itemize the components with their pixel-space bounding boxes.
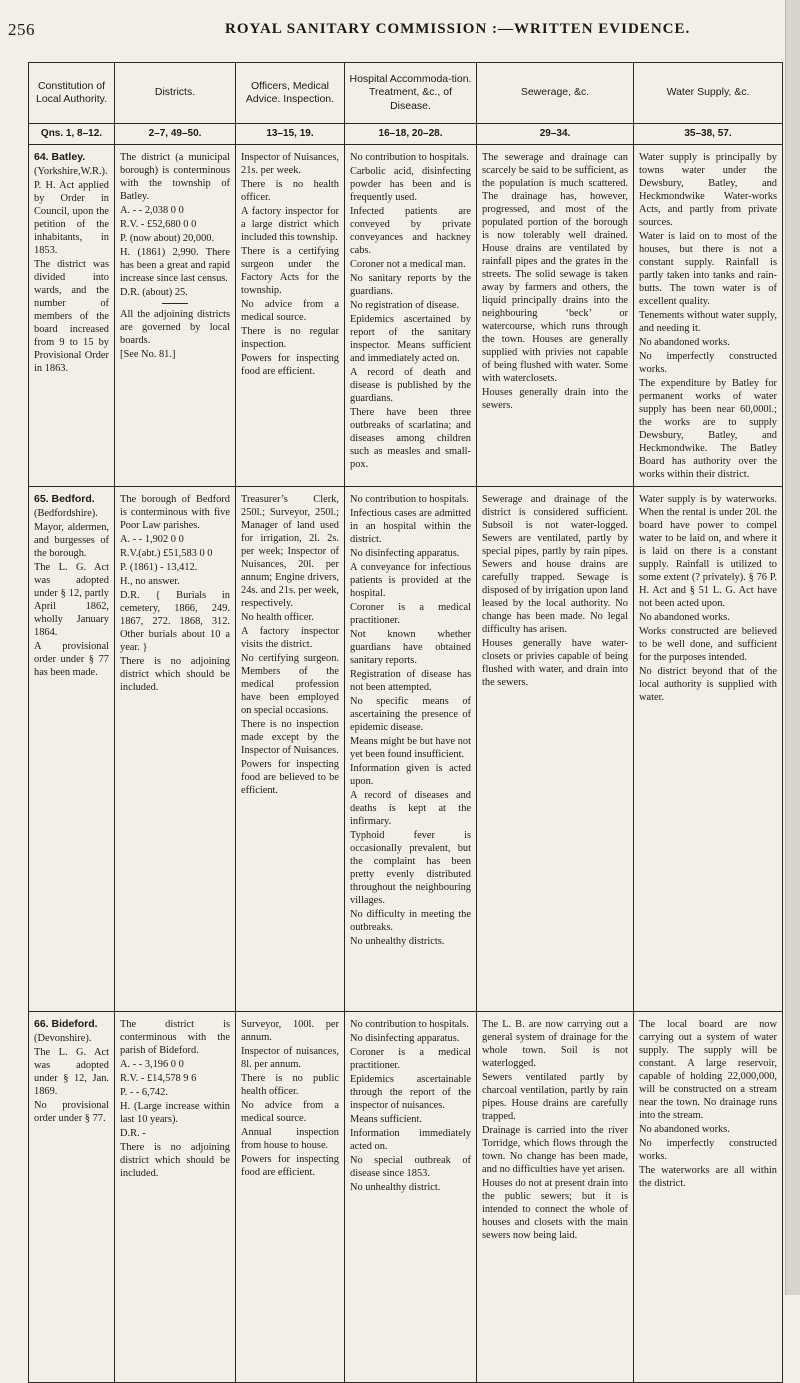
cell-paragraph: Means might be but have not yet been found insufficient. (350, 736, 471, 760)
cell-paragraph: Infected patients are conveyed by private conveyances and hackney cabs. (350, 206, 471, 256)
cell-paragraph: No provisional order under § 77. (34, 1100, 109, 1125)
cell-paragraph: Houses generally have water-closets or privies capable of being flushed with water, and drain into the sewers. (482, 638, 628, 688)
cell-paragraph: Coroner is a medical practitioner. (350, 1047, 471, 1071)
cell-paragraph: No advice from a medical source. (241, 1100, 339, 1124)
cell-paragraph: A factory inspector for a large district which included this township. (241, 206, 339, 243)
cell-paragraph: A. - - 2,038 0 0 (120, 205, 184, 216)
cell-paragraph: The sewerage and drainage can scarcely be said to be sufficient, as the population is much scattered. The drainage has, however, progressed, and most of the populated portion of the borough is now tolerably well drained. House drains are ventilated by rainfall pipes and the grates in the streets. The solid sewage is taken away by farmers and others, the liquid principally drains into the neighbouring ‘beck’ or watercourse, which runs through the town. Houses are generally supplied with privies not capable of being flushed with water. Some with waterclosets. (482, 152, 628, 384)
cell-paragraph: No abandoned works. (639, 612, 730, 623)
cell-paragraph: There is no regular inspection. (241, 326, 339, 350)
cell-paragraph: Water supply is principally by towns water under the Dewsbury, Batley, and Heckmondwike Water-works Acts, and partly from private sources. (639, 152, 777, 228)
separator-rule (162, 303, 188, 304)
table-row (29, 145, 783, 487)
cell-paragraph: H., no answer. (120, 576, 180, 587)
cell-paragraph: (Bedfordshire). (34, 508, 98, 520)
cell-paragraph: Inspector of nuisances, 8l. per annum. (241, 1046, 339, 1070)
authority-name: 65. Bedford. (34, 493, 95, 505)
cell-paragraph: D.R. { Burials in cemetery, 1866, 249. 1867, 272. 1868, 312. Other burials about 10 a year. } (120, 590, 230, 653)
cell-paragraph: No unhealthy district. (350, 1182, 441, 1193)
cell-paragraph: The district was divided into wards, and the number of members of the board increased from 9 to 15 by Provisional Order in 1863. (34, 259, 109, 375)
cell-paragraph: Works constructed are believed to be well done, and sufficient for the purposes intended. (639, 626, 777, 663)
cell-paragraph: P. H. Act applied by Order in Council, upon the petition of the inhabitants, in 1853. (34, 180, 109, 257)
cell-paragraph: Coroner not a medical man. (350, 259, 466, 270)
cell-paragraph: (Yorkshire,W.R.). (34, 166, 108, 178)
authority-name: 64. Batley. (34, 151, 86, 163)
cell-paragraph: Inspector of Nuisances, 21s. per week. (241, 152, 339, 176)
question-ref: 13–15, 19. (236, 124, 345, 145)
cell-paragraph: Registration of disease has not been attempted. (350, 669, 471, 693)
cell-paragraph: A record of diseases and deaths is kept at the infirmary. (350, 790, 471, 827)
cell-paragraph: No difficulty in meeting the outbreaks. (350, 909, 471, 933)
table-cell (477, 1012, 634, 1383)
column-header: Hospital Accommoda-tion. Treatment, &c., of Disease. (345, 63, 477, 124)
cell-paragraph: No sanitary reports by the guardians. (350, 273, 471, 297)
table-cell (345, 1012, 477, 1383)
column-header: Sewerage, &c. (477, 63, 634, 124)
cell-paragraph: Sewers ventilated partly by charcoal ventilation, partly by rain pipes. House drains are carefully trapped. (482, 1072, 628, 1122)
cell-paragraph: Carbolic acid, disinfecting powder has been and is frequently used. (350, 166, 471, 203)
cell-paragraph: All the adjoining districts are governed by local boards. (120, 309, 230, 346)
cell-paragraph: Not known whether guardians have obtained sanitary reports. (350, 629, 471, 666)
cell-paragraph: Typhoid fever is occasionally prevalent, but the complaint has been pretty evenly distributed throughout the neighbouring villages. (350, 830, 471, 906)
cell-paragraph: Information immediately acted on. (350, 1128, 471, 1152)
cell-paragraph: Surveyor, 100l. per annum. (241, 1019, 339, 1043)
column-header: Constitution of Local Authority. (29, 63, 115, 124)
cell-paragraph: Powers for inspecting food are efficient. (241, 1154, 339, 1178)
cell-paragraph: H. (Large increase within last 10 years). (120, 1101, 230, 1125)
cell-paragraph: (Devonshire). (34, 1033, 92, 1045)
page-header (0, 0, 800, 48)
cell-paragraph: No contribution to hospitals. (350, 152, 469, 163)
cell-paragraph: There have been three outbreaks of scarlatina; and diseases among children such as measles and small-pox. (350, 407, 471, 470)
cell-paragraph: Water supply is by waterworks. When the rental is under 20l. the board have power to compel water to be laid on, and where it is laid on there is a constant supply. Rainfall is utilized to some extent (? privately). § 76 P. H. Act and § 51 L. G. Act have not been acted upon. (639, 494, 777, 609)
cell-paragraph: The L. B. are now carrying out a general system of drainage for the whole town. Soil is not waterlogged. (482, 1019, 628, 1069)
cell-paragraph: Tenements without water supply, and needing it. (639, 310, 777, 334)
cell-paragraph: A. - - 1,902 0 0 (120, 534, 184, 545)
cell-paragraph: A record of death and disease is published by the guardians. (350, 367, 471, 404)
cell-paragraph: R.V. - £52,680 0 0 (120, 219, 197, 230)
column-header-row (29, 63, 783, 124)
cell-paragraph: No contribution to hospitals. (350, 494, 469, 505)
cell-paragraph: There is a certifying surgeon under the Factory Acts for the township. (241, 246, 339, 296)
table-cell (236, 1012, 345, 1383)
question-ref: 16–18, 20–28. (345, 124, 477, 145)
cell-paragraph: No registration of disease. (350, 300, 460, 311)
cell-paragraph: A factory inspector visits the district. (241, 626, 339, 650)
cell-paragraph: No abandoned works. (639, 337, 730, 348)
scan-edge (785, 0, 800, 1295)
cell-paragraph: No district beyond that of the local authority is supplied with water. (639, 666, 777, 703)
cell-paragraph: The L. G. Act was adopted under § 12, partly April 1862, wholly January 1864. (34, 562, 109, 639)
cell-paragraph: Houses do not at present drain into the public sewers; but it is intended to connect the whole of houses and closets with the main sewers now being laid. (482, 1178, 628, 1241)
table-cell (29, 1012, 115, 1383)
cell-paragraph: The district is conterminous with the parish of Bideford. (120, 1019, 230, 1056)
running-title: ROYAL SANITARY COMMISSION :—WRITTEN EVIDENCE. (225, 21, 691, 37)
cell-paragraph: No advice from a medical source. (241, 299, 339, 323)
cell-paragraph: Information given is acted upon. (350, 763, 471, 787)
cell-paragraph: There is no adjoining district which should be included. (120, 1142, 230, 1179)
cell-paragraph: Water is laid on to most of the houses, but there is not a constant supply. Rainfall is partly taken into tanks and rain-butts. The town water is of excellent quality. (639, 231, 777, 307)
table-cell (634, 487, 783, 1012)
cell-paragraph: Coroner is a medical practitioner. (350, 602, 471, 626)
cell-paragraph: The expenditure by Batley for permanent works of water supply has been near 60,000l.; the works are to supply Dewsbury, Batley, and Heckmondwike. The Batley Board has authority over the works within their district. (639, 378, 777, 480)
table-cell (477, 145, 634, 487)
cell-paragraph: No specific means of ascertaining the presence of epidemic disease. (350, 696, 471, 733)
cell-paragraph: Epidemics ascertained by report of the sanitary inspector. Means sufficient and immediately acted on. (350, 314, 471, 364)
cell-paragraph: R.V.(abt.) £51,583 0 0 (120, 548, 213, 559)
cell-paragraph: Powers for inspecting food are believed to be efficient. (241, 759, 339, 796)
column-header: Water Supply, &c. (634, 63, 783, 124)
cell-paragraph: No imperfectly constructed works. (639, 351, 777, 375)
cell-paragraph: No imperfectly constructed works. (639, 1138, 777, 1162)
cell-paragraph: No disinfecting apparatus. (350, 548, 460, 559)
table-cell (236, 487, 345, 1012)
table-cell (115, 145, 236, 487)
cell-paragraph: A conveyance for infectious patients is provided at the hospital. (350, 562, 471, 599)
cell-paragraph: Infectious cases are admitted in an hospital within the district. (350, 508, 471, 545)
report-table (28, 62, 783, 1383)
column-header: Officers, Medical Advice. Inspection. (236, 63, 345, 124)
table-cell (634, 145, 783, 487)
table-cell (29, 145, 115, 487)
table-cell (345, 145, 477, 487)
cell-paragraph: The local board are now carrying out a system of water supply. The supply will be constant. A large reservoir, capable of holding 22,000,000, will be constructed on a stream near the town. No drainage runs into the stream. (639, 1019, 777, 1121)
cell-paragraph: Means sufficient. (350, 1114, 422, 1125)
cell-paragraph: A. - - 3,196 0 0 (120, 1059, 184, 1070)
cell-paragraph: Treasurer’s Clerk, 250l.; Surveyor, 250l.; Manager of land used for irrigation, 2l. 2s. per week; Inspector of Nuisances, 20l. per annum; Engine drivers, 24s. and 21s. per week, respectively. (241, 494, 339, 609)
question-ref: 2–7, 49–50. (115, 124, 236, 145)
table-cell (634, 1012, 783, 1383)
cell-paragraph: No unhealthy districts. (350, 936, 445, 947)
cell-paragraph: There is no adjoining district which should be included. (120, 656, 230, 693)
cell-paragraph: No contribution to hospitals. (350, 1019, 469, 1030)
table-cell (477, 487, 634, 1012)
table-cell (29, 487, 115, 1012)
question-ref-row (29, 124, 783, 145)
cell-paragraph: No health officer. (241, 612, 314, 623)
question-ref: 35–38, 57. (634, 124, 783, 145)
cell-paragraph: There is no public health officer. (241, 1073, 339, 1097)
cell-paragraph: P. - - 6,742. (120, 1087, 168, 1098)
cell-paragraph: The L. G. Act was adopted under § 12, Jan. 1869. (34, 1047, 109, 1098)
cell-paragraph: Epidemics ascertainable through the report of the inspector of nuisances. (350, 1074, 471, 1111)
cell-paragraph: Houses generally drain into the sewers. (482, 387, 628, 411)
column-header: Districts. (115, 63, 236, 124)
cell-paragraph: There is no health officer. (241, 179, 339, 203)
cell-paragraph: D.R. - (120, 1128, 146, 1139)
cell-paragraph: No special outbreak of disease since 1853. (350, 1155, 471, 1179)
cell-paragraph: P. (now about) 20,000. (120, 233, 215, 244)
cell-paragraph: Mayor, aldermen, and burgesses of the borough. (34, 522, 109, 560)
cell-paragraph: The waterworks are all within the district. (639, 1165, 777, 1189)
cell-paragraph: A provisional order under § 77 has been made. (34, 641, 109, 679)
cell-paragraph: Annual inspection from house to house. (241, 1127, 339, 1151)
cell-paragraph: No disinfecting apparatus. (350, 1033, 460, 1044)
table-cell (345, 487, 477, 1012)
question-ref: Qns. 1, 8–12. (29, 124, 115, 145)
cell-paragraph: P. (1861) - 13,412. (120, 562, 198, 573)
table-row (29, 1012, 783, 1383)
cell-paragraph: No certifying surgeon. Members of the medical profession have been employed on special occasions. (241, 653, 339, 716)
cell-paragraph: H. (1861) 2,990. There has been a great and rapid increase since last census. (120, 247, 230, 284)
table-cell (115, 487, 236, 1012)
cell-paragraph: Sewerage and drainage of the district is considered sufficient. Subsoil is not water-logged. Sewers are ventilated, partly by special pipes, partly by rain pipes. Sewers and house drains are carefully trapped. Sewage is disposed of by irrigation upon land leased by the local authority. No change has been made. No legal difficulty has arisen. (482, 494, 628, 635)
cell-paragraph: [See No. 81.] (120, 349, 176, 360)
authority-name: 66. Bideford. (34, 1018, 98, 1030)
cell-paragraph: The district (a municipal borough) is conterminous with the township of Batley. (120, 152, 230, 202)
cell-paragraph: Drainage is carried into the river Torridge, which flows through the town. No change has been made, and no difficulties have yet arisen. (482, 1125, 628, 1175)
table-cell (115, 1012, 236, 1383)
cell-paragraph: There is no inspection made except by the Inspector of Nuisances. (241, 719, 339, 756)
question-ref: 29–34. (477, 124, 634, 145)
cell-paragraph: No abandoned works. (639, 1124, 730, 1135)
cell-paragraph: D.R. (about) 25. (120, 287, 188, 298)
table-cell (236, 145, 345, 487)
cell-paragraph: Powers for inspecting food are efficient. (241, 353, 339, 377)
cell-paragraph: R.V. - £14,578 9 6 (120, 1073, 197, 1084)
table-row (29, 487, 783, 1012)
page-number: 256 (8, 20, 35, 39)
cell-paragraph: The borough of Bedford is conterminous with five Poor Law parishes. (120, 494, 230, 531)
